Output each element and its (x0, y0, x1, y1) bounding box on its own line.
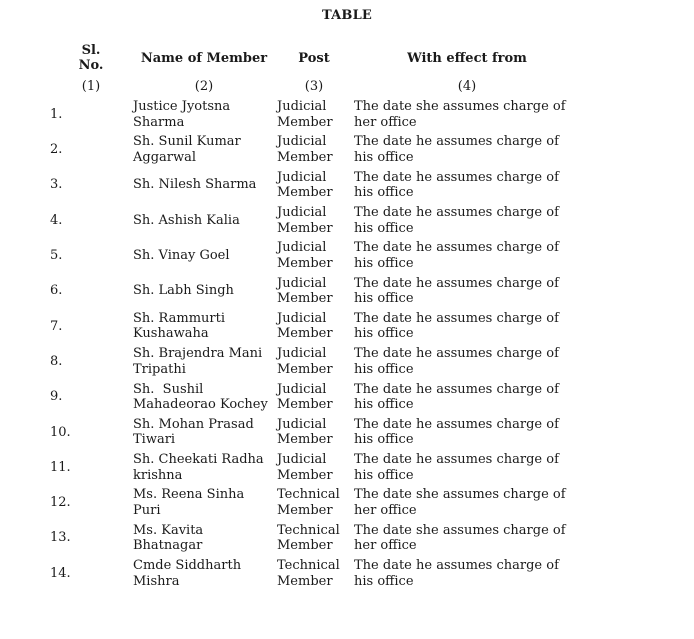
effective-from-cell (354, 273, 579, 308)
serial-number-cell (50, 556, 80, 591)
table-row (0, 556, 694, 591)
serial-number-cell (50, 344, 80, 379)
effective-from-cell (354, 203, 579, 238)
table-title: TABLE (321, 8, 373, 23)
serial-number: 4. (50, 212, 63, 228)
serial-number: 9. (50, 389, 63, 405)
member-name-cell (133, 238, 275, 273)
member-name-cell (133, 415, 275, 450)
table-row (0, 379, 694, 414)
effective-from-cell (354, 521, 579, 556)
member-post: Judicial Member (277, 310, 333, 342)
member-name-cell (133, 97, 275, 132)
table-row (0, 132, 694, 167)
member-name: Sh. Mohan Prasad Tiwari (133, 416, 254, 448)
serial-number: 2. (50, 142, 63, 158)
serial-number-cell (50, 379, 80, 414)
column-number-3: (3) (304, 79, 324, 94)
member-name-cell (133, 450, 275, 485)
effective-from: The date she assumes charge of her office (354, 522, 566, 554)
serial-number-cell (50, 97, 80, 132)
effective-from-cell (354, 132, 579, 167)
table-row (0, 203, 694, 238)
member-post-cell (277, 238, 347, 273)
member-name: Ms. Reena Sinha Puri (133, 487, 249, 518)
member-name: Sh. Nilesh Sharma (133, 177, 257, 193)
serial-number-cell (50, 450, 80, 485)
serial-number: 13. (50, 530, 71, 546)
member-post: Judicial Member (277, 452, 333, 483)
header-name-of-member: Name of Member (140, 51, 268, 66)
column-number-4: (4) (457, 79, 477, 94)
member-post-cell (277, 309, 347, 344)
table-row (0, 238, 694, 273)
member-post: Technical Member (277, 487, 340, 518)
member-post-cell (277, 379, 347, 414)
member-post-cell (277, 344, 347, 379)
serial-number: 5. (50, 248, 63, 264)
table-row (0, 273, 694, 308)
member-name: Ms. Kavita Bhatnagar (133, 522, 208, 554)
member-name: Justice Jyotsna Sharma (133, 99, 235, 130)
member-post: Judicial Member (277, 99, 333, 130)
member-post-cell (277, 485, 347, 520)
member-name: Sh. Sunil Kumar Aggarwal (133, 134, 241, 165)
member-post: Technical Member (277, 522, 340, 554)
serial-number-cell (50, 415, 80, 450)
member-post: Judicial Member (277, 346, 333, 377)
member-name-cell (133, 273, 275, 308)
member-name-cell (133, 556, 275, 591)
member-name: Sh. Ashish Kalia (133, 212, 240, 228)
member-name-cell (133, 132, 275, 167)
member-name: Sh. Brajendra Mani Tripathi (133, 346, 263, 377)
serial-number-cell (50, 168, 80, 203)
serial-number: 8. (50, 353, 63, 369)
member-post-cell (277, 521, 347, 556)
member-post-cell (277, 168, 347, 203)
effective-from: The date he assumes charge of his office (354, 381, 559, 413)
effective-from-cell (354, 97, 579, 132)
effective-from: The date she assumes charge of her office (354, 99, 566, 130)
member-post-cell (277, 415, 347, 450)
effective-from-cell (354, 556, 579, 591)
effective-from: The date he assumes charge of his office (354, 275, 559, 307)
table-row (0, 415, 694, 450)
effective-from: The date he assumes charge of his office (354, 558, 559, 589)
effective-from-cell (354, 309, 579, 344)
column-number-1: (1) (81, 79, 101, 94)
member-name-cell (133, 309, 275, 344)
member-post: Judicial Member (277, 134, 333, 165)
effective-from: The date he assumes charge of his office (354, 134, 559, 165)
serial-number: 11. (50, 459, 71, 475)
header-sl-no: Sl. No. (78, 43, 104, 73)
effective-from: The date he assumes charge of his office (354, 452, 559, 483)
header-post: Post (298, 51, 330, 66)
member-name-cell (133, 521, 275, 556)
effective-from: The date she assumes charge of her office (354, 487, 566, 518)
table-row (0, 450, 694, 485)
table-row (0, 309, 694, 344)
serial-number-cell (50, 309, 80, 344)
member-name: Sh. Cheekati Radha krishna (133, 452, 264, 483)
column-number-2: (2) (194, 79, 214, 94)
member-table-body (0, 97, 694, 591)
member-post: Judicial Member (277, 205, 333, 236)
serial-number: 10. (50, 424, 71, 440)
table-row (0, 344, 694, 379)
effective-from: The date he assumes charge of his office (354, 205, 559, 236)
serial-number: 3. (50, 177, 63, 193)
effective-from-cell (354, 168, 579, 203)
effective-from-cell (354, 238, 579, 273)
member-post: Judicial Member (277, 381, 333, 413)
serial-number: 1. (50, 106, 63, 122)
header-with-effect-from: With effect from (407, 51, 527, 66)
effective-from: The date he assumes charge of his office (354, 240, 559, 271)
serial-number-cell (50, 132, 80, 167)
effective-from-cell (354, 485, 579, 520)
member-name: Sh. Vinay Goel (133, 248, 230, 264)
member-post: Technical Member (277, 558, 340, 589)
serial-number: 7. (50, 318, 63, 334)
serial-number: 12. (50, 495, 71, 511)
member-name: Sh. Sushil Mahadeorao Kochey (133, 381, 268, 413)
member-name-cell (133, 168, 275, 203)
member-name-cell (133, 485, 275, 520)
serial-number-cell (50, 273, 80, 308)
member-post: Judicial Member (277, 275, 333, 307)
effective-from-cell (354, 415, 579, 450)
effective-from: The date he assumes charge of his office (354, 169, 559, 201)
member-name-cell (133, 203, 275, 238)
member-name-cell (133, 344, 275, 379)
serial-number-cell (50, 238, 80, 273)
table-row (0, 521, 694, 556)
serial-number-cell (50, 203, 80, 238)
serial-number: 14. (50, 565, 71, 581)
member-name: Sh. Rammurti Kushawaha (133, 310, 226, 342)
member-name: Cmde Siddharth Mishra (133, 558, 242, 589)
effective-from: The date he assumes charge of his office (354, 346, 559, 377)
member-name-cell (133, 379, 275, 414)
member-post-cell (277, 273, 347, 308)
serial-number: 6. (50, 283, 63, 299)
table-row (0, 485, 694, 520)
effective-from-cell (354, 450, 579, 485)
effective-from: The date he assumes charge of his office (354, 310, 559, 342)
member-post-cell (277, 450, 347, 485)
table-row (0, 97, 694, 132)
effective-from: The date he assumes charge of his office (354, 416, 559, 448)
member-post-cell (277, 97, 347, 132)
serial-number-cell (50, 485, 80, 520)
member-post-cell (277, 203, 347, 238)
member-name: Sh. Labh Singh (133, 283, 234, 299)
effective-from-cell (354, 379, 579, 414)
member-post: Judicial Member (277, 416, 333, 448)
serial-number-cell (50, 521, 80, 556)
member-post-cell (277, 132, 347, 167)
effective-from-cell (354, 344, 579, 379)
member-post-cell (277, 556, 347, 591)
table-row (0, 168, 694, 203)
member-post: Judicial Member (277, 169, 333, 201)
member-post: Judicial Member (277, 240, 333, 271)
